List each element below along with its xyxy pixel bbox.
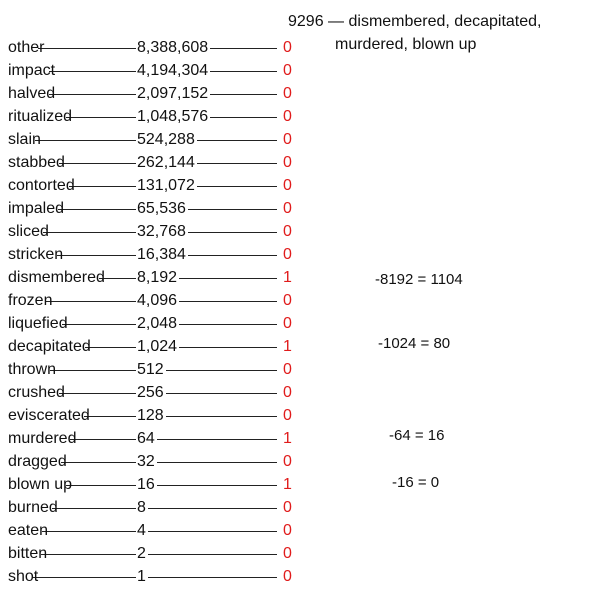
table-row xyxy=(0,36,300,59)
connector-line xyxy=(188,209,277,210)
table-row xyxy=(0,243,300,266)
connector-line xyxy=(210,94,277,95)
row-value: 8 xyxy=(137,499,146,516)
connector-line xyxy=(188,232,277,233)
row-value: 262,144 xyxy=(137,154,195,171)
connector-line xyxy=(66,117,136,118)
connector-line xyxy=(84,416,136,417)
connector-line xyxy=(157,462,277,463)
row-bit: 0 xyxy=(283,453,292,470)
connector-line xyxy=(197,163,277,164)
row-value: 128 xyxy=(137,407,164,424)
table-row xyxy=(0,542,300,565)
connector-line xyxy=(179,278,277,279)
row-bit: 0 xyxy=(283,522,292,539)
connector-line xyxy=(59,393,136,394)
row-value: 65,536 xyxy=(137,200,186,217)
row-label: eaten xyxy=(8,522,49,539)
row-value: 4 xyxy=(137,522,146,539)
row-label: dragged xyxy=(8,453,67,470)
row-value: 2,097,152 xyxy=(137,85,209,102)
table-row xyxy=(0,105,300,128)
row-bit: 0 xyxy=(283,568,292,585)
row-bit: 0 xyxy=(283,39,292,56)
connector-line xyxy=(157,439,277,440)
header-names-line-1: dismembered, decapitated, xyxy=(348,13,542,30)
connector-line xyxy=(58,209,136,210)
connector-line xyxy=(179,324,277,325)
connector-line xyxy=(66,485,136,486)
row-label: frozen xyxy=(8,292,53,309)
row-bit: 0 xyxy=(283,361,292,378)
connector-line xyxy=(148,531,277,532)
row-value: 32 xyxy=(137,453,155,470)
row-bit: 0 xyxy=(283,315,292,332)
row-label: ritualized xyxy=(8,108,73,125)
row-value: 4,194,304 xyxy=(137,62,209,79)
row-value: 2,048 xyxy=(137,315,178,332)
connector-line xyxy=(46,301,136,302)
row-label: sliced xyxy=(8,223,49,240)
table-row xyxy=(0,335,300,358)
connector-line xyxy=(179,301,277,302)
table-row xyxy=(0,82,300,105)
connector-line xyxy=(52,508,136,509)
table-row xyxy=(0,312,300,335)
connector-line xyxy=(41,554,136,555)
row-label: impaled xyxy=(8,200,65,217)
row-label: halved xyxy=(8,85,56,102)
row-bit: 0 xyxy=(283,108,292,125)
row-bit: 0 xyxy=(283,292,292,309)
row-value: 4,096 xyxy=(137,292,178,309)
row-value: 1 xyxy=(137,568,146,585)
table-row xyxy=(0,289,300,312)
header-separator: — xyxy=(323,13,349,30)
row-value: 512 xyxy=(137,361,164,378)
connector-line xyxy=(70,439,136,440)
connector-line xyxy=(35,140,136,141)
row-label: liquefied xyxy=(8,315,68,332)
connector-line xyxy=(38,48,136,49)
connector-line xyxy=(148,508,277,509)
row-value: 256 xyxy=(137,384,164,401)
note-2: -1024 = 80 xyxy=(378,335,451,352)
note-1: -8192 = 1104 xyxy=(375,271,463,288)
connector-line xyxy=(57,255,136,256)
row-value: 16 xyxy=(137,476,155,493)
connector-line xyxy=(210,71,277,72)
connector-line xyxy=(188,255,277,256)
connector-line xyxy=(179,347,277,348)
row-bit: 0 xyxy=(283,85,292,102)
row-bit: 0 xyxy=(283,246,292,263)
row-value: 8,192 xyxy=(137,269,178,286)
connector-line xyxy=(59,163,136,164)
table-row xyxy=(0,404,300,427)
row-bit: 0 xyxy=(283,384,292,401)
row-label: thrown xyxy=(8,361,57,378)
table-row xyxy=(0,59,300,82)
row-label: blown up xyxy=(8,476,73,493)
table-row xyxy=(0,450,300,473)
table-row xyxy=(0,266,300,289)
note-3: -64 = 16 xyxy=(389,427,445,444)
connector-line xyxy=(49,71,136,72)
row-value: 131,072 xyxy=(137,177,195,194)
table-row xyxy=(0,381,300,404)
row-label: decapitated xyxy=(8,338,91,355)
table-row xyxy=(0,473,300,496)
row-value: 1,048,576 xyxy=(137,108,209,125)
row-label: dismembered xyxy=(8,269,105,286)
connector-line xyxy=(166,370,277,371)
row-label: other xyxy=(8,39,45,56)
connector-line xyxy=(50,370,136,371)
row-bit: 0 xyxy=(283,177,292,194)
header-line-1 xyxy=(288,10,588,33)
row-bit: 1 xyxy=(283,269,292,286)
note-4: -16 = 0 xyxy=(392,474,440,491)
connector-line xyxy=(210,117,277,118)
table-row xyxy=(0,151,300,174)
row-label: contorted xyxy=(8,177,75,194)
row-label: murdered xyxy=(8,430,77,447)
connector-line xyxy=(197,186,277,187)
row-value: 8,388,608 xyxy=(137,39,209,56)
connector-line xyxy=(157,485,277,486)
connector-line xyxy=(32,577,136,578)
connector-line xyxy=(85,347,136,348)
row-label: stricken xyxy=(8,246,64,263)
connector-line xyxy=(210,48,277,49)
total-value: 9296 xyxy=(288,13,324,30)
table-row xyxy=(0,519,300,542)
row-value: 32,768 xyxy=(137,223,186,240)
connector-line xyxy=(43,232,136,233)
table-row xyxy=(0,220,300,243)
row-bit: 0 xyxy=(283,545,292,562)
row-label: stabbed xyxy=(8,154,65,171)
row-bit: 1 xyxy=(283,430,292,447)
row-label: shot xyxy=(8,568,39,585)
row-bit: 0 xyxy=(283,499,292,516)
row-value: 64 xyxy=(137,430,155,447)
row-bit: 1 xyxy=(283,338,292,355)
connector-line xyxy=(42,531,136,532)
row-label: crushed xyxy=(8,384,65,401)
row-bit: 0 xyxy=(283,223,292,240)
table-row xyxy=(0,128,300,151)
row-label: bitten xyxy=(8,545,48,562)
row-bit: 0 xyxy=(283,62,292,79)
connector-line xyxy=(166,416,277,417)
table-row xyxy=(0,496,300,519)
connector-line xyxy=(148,577,277,578)
row-bit: 0 xyxy=(283,131,292,148)
row-label: burned xyxy=(8,499,58,516)
table-row xyxy=(0,197,300,220)
table-row xyxy=(0,427,300,450)
connector-line xyxy=(62,324,136,325)
row-label: impact xyxy=(8,62,56,79)
connector-line xyxy=(61,462,136,463)
row-value: 524,288 xyxy=(137,131,195,148)
row-bit: 0 xyxy=(283,200,292,217)
row-bit: 0 xyxy=(283,407,292,424)
row-label: eviscerated xyxy=(8,407,90,424)
table-row xyxy=(0,174,300,197)
row-value: 16,384 xyxy=(137,246,186,263)
table-row xyxy=(0,358,300,381)
row-label: slain xyxy=(8,131,41,148)
table-row xyxy=(0,565,300,588)
connector-line xyxy=(166,393,277,394)
row-value: 2 xyxy=(137,545,146,562)
total-header xyxy=(288,10,588,56)
row-bit: 1 xyxy=(283,476,292,493)
header-line-2 xyxy=(288,33,588,56)
row-bit: 0 xyxy=(283,154,292,171)
row-value: 1,024 xyxy=(137,338,178,355)
connector-line xyxy=(49,94,136,95)
connector-line xyxy=(148,554,277,555)
header-names-line-2: murdered, blown up xyxy=(335,36,477,53)
connector-line xyxy=(69,186,136,187)
connector-line xyxy=(197,140,277,141)
